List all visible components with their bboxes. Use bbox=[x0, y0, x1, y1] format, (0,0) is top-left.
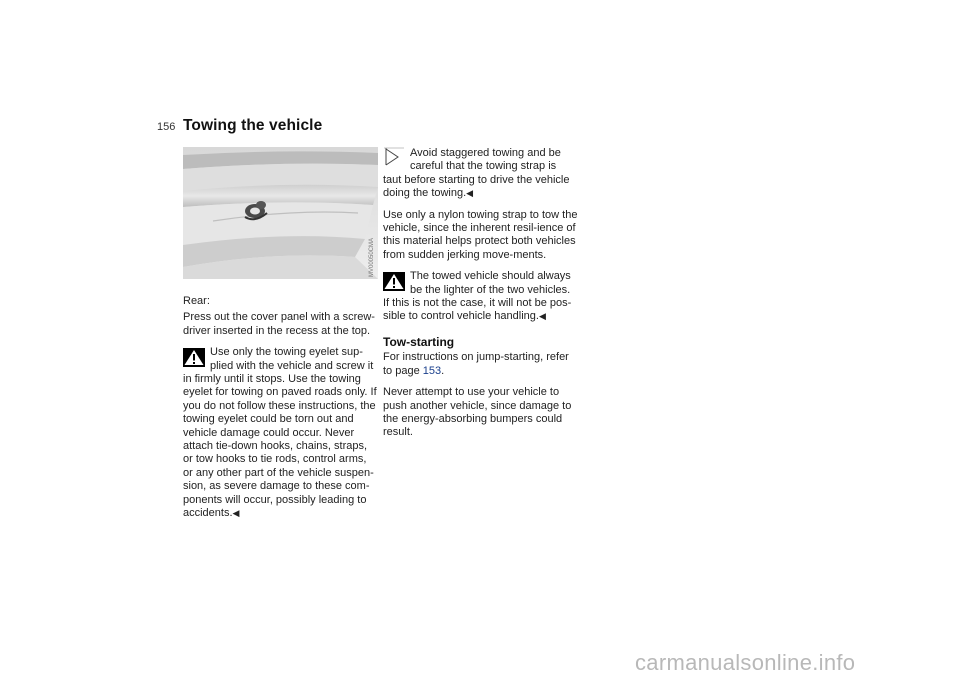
end-mark: ◀ bbox=[232, 508, 240, 519]
page-title: Towing the vehicle bbox=[183, 117, 323, 134]
warning2-line-1: The towed vehicle should always bbox=[410, 270, 571, 283]
nylon-strap-text: Use only a nylon towing strap to tow the vehicle, since the inherent resil-ience of this material helps protect both vehicles from sudden jerking move-ments. bbox=[383, 208, 578, 261]
left-column bbox=[183, 295, 378, 521]
jump-start-text bbox=[383, 351, 578, 378]
warning-line-1: Use only the towing eyelet sup- bbox=[210, 346, 363, 359]
image-code: MV00050CMA bbox=[369, 237, 375, 277]
warning-line-2: plied with the vehicle and screw it bbox=[210, 359, 374, 372]
note-body: taut before starting to drive the vehicle doing the towing. bbox=[383, 173, 570, 200]
jump-start-prefix: For instructions on jump-starting, refer to page bbox=[383, 351, 569, 377]
warning2-body: If this is not the case, it will not be pos-sible to control vehicle handling. bbox=[383, 297, 572, 323]
note-block bbox=[383, 147, 578, 201]
instruction-text: Press out the cover panel with a screw-driver inserted in the recess at the top. bbox=[183, 311, 375, 337]
section-heading: Tow-starting bbox=[383, 334, 455, 349]
note-line-2: careful that the towing strap is bbox=[410, 160, 557, 173]
warning-block-2 bbox=[383, 270, 578, 324]
right-column bbox=[383, 147, 578, 440]
end-mark: ◀ bbox=[466, 188, 474, 199]
warning-body: in firmly until it stops. Use the towing eyelet for towing on paved roads only. If you do not follow these instructions, the towing eyelet could be torn out and vehicle damage could occur. Never attach tie-down hooks, chains, straps, or tow hooks to tie rods, control arms, or any other part of the vehicle suspen-sion, as severe damage to these com-ponents will occur, possibly leading to accidents. bbox=[183, 373, 377, 520]
jump-start-suffix: . bbox=[441, 364, 445, 377]
note-line-1: Avoid staggered towing and be bbox=[410, 147, 561, 159]
warning2-line-2: be the lighter of the two vehicles. bbox=[410, 283, 571, 296]
warning-icon bbox=[183, 348, 205, 367]
end-mark: ◀ bbox=[538, 311, 546, 322]
warning-block bbox=[183, 346, 378, 520]
note-arrow-icon bbox=[383, 147, 405, 166]
watermark: carmanualsonline.info bbox=[635, 650, 856, 675]
page-link[interactable]: 153 bbox=[422, 364, 442, 377]
label-rear: Rear: bbox=[183, 295, 210, 307]
page-number: 156 bbox=[157, 121, 176, 133]
bumper-photo bbox=[183, 147, 378, 279]
warning-icon bbox=[383, 272, 405, 291]
push-warning-text: Never attempt to use your vehicle to push another vehicle, since damage to the energy-absorbing bumpers could result. bbox=[383, 386, 572, 439]
